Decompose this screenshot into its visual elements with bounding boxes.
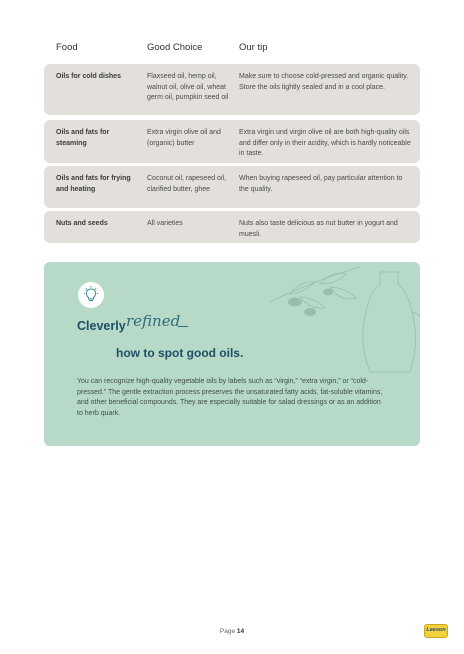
info-title-part1: Cleverly <box>77 319 126 333</box>
table-row <box>44 166 420 208</box>
row-choice: Coconut oil, rapeseed oil, clarified butter, ghee <box>147 175 226 193</box>
table-row <box>44 64 420 115</box>
row-food: Oils and fats for steaming <box>56 129 110 147</box>
row-food: Oils and fats for frying and heating <box>56 175 131 193</box>
row-tip: Make sure to choose cold-pressed and organic quality. Store the oils tightly sealed and in a cool place. <box>239 73 409 91</box>
info-title-part2: how to spot good oils. <box>116 346 244 360</box>
table-row <box>44 211 420 243</box>
info-title-script: refined <box>126 312 181 330</box>
header-our-tip: Our tip <box>239 42 268 53</box>
table-row <box>44 120 420 163</box>
table-header <box>56 42 420 56</box>
row-choice: All varieties <box>147 220 183 227</box>
row-tip: Nuts also taste delicious as nut butter in yogurt and muesli. <box>239 220 398 238</box>
info-box <box>44 262 420 446</box>
title-dash <box>178 326 188 327</box>
logo-text: Leeson <box>426 627 446 633</box>
olive-illustration <box>270 262 420 392</box>
brand-logo <box>424 624 448 638</box>
page-number <box>0 628 464 635</box>
header-food: Food <box>56 42 78 53</box>
row-food: Oils for cold dishes <box>56 73 121 80</box>
row-choice: Flaxseed oil, hemp oil, walnut oil, olive oil, wheat germ oil, pumpkin seed oil <box>147 73 229 101</box>
info-body: You can recognize high-quality vegetable oils by labels such as “virgin,” “extra virgin,” or “cold-pressed.” The gentle extraction process preserves the unsaturated fatty acids, fat-soluble vitamins, and other beneficial compounds. They are especially suitable for salad dressings or as an addition to herb quark. <box>77 378 383 417</box>
row-tip: When buying rapeseed oil, pay particular attention to the quality. <box>239 175 403 193</box>
page-label: Page <box>219 628 236 635</box>
row-choice: Extra virgin olive oil and (organic) butter <box>147 129 221 147</box>
page-value: 14 <box>236 628 245 635</box>
header-good-choice: Good Choice <box>147 42 203 53</box>
row-tip: Extra virgin und virgin olive oil are both high-quality oils and differ only in their acidity, which is hardly noticeable in taste. <box>239 129 411 157</box>
lightbulb-icon <box>78 282 104 308</box>
row-food: Nuts and seeds <box>56 220 108 227</box>
